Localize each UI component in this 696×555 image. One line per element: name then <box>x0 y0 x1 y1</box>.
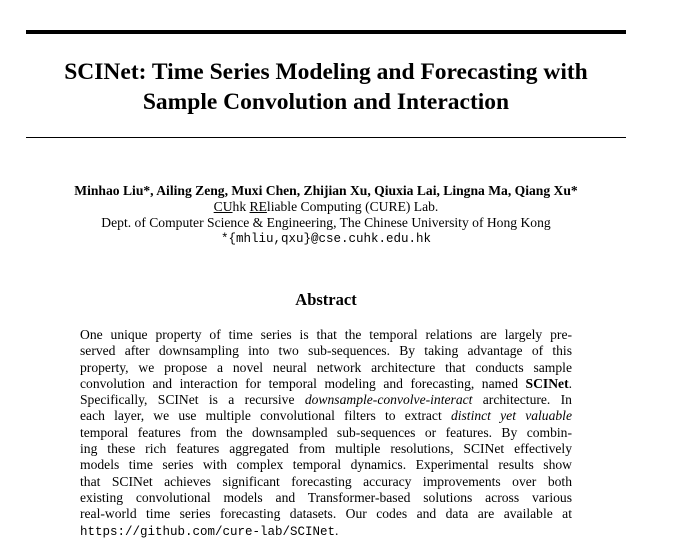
author-names: Minhao Liu*, Ailing Zeng, Muxi Chen, Zhijian Xu, Qiuxia Lai, Lingna Ma, Qiang Xu* <box>74 183 578 198</box>
architecture-term: downsample-convolve-interact <box>304 392 473 408</box>
abstract-line: existing convolutional models and Transformer-based solutions across various <box>80 489 572 505</box>
title-line-2: Sample Convolution and Interaction <box>142 89 510 115</box>
abstract-text: Specifically, SCINet is a recursive <box>80 392 305 408</box>
abstract-line <box>80 376 572 392</box>
abstract-line: that SCINet achieves significant forecasting accuracy improvements over both <box>80 473 572 489</box>
abstract-text: . <box>568 375 572 391</box>
abstract-text: architecture. In <box>472 392 572 408</box>
abstract-line: temporal features from the downsampled sub-sequences or features. By combin- <box>80 424 572 440</box>
abstract-line <box>80 408 572 424</box>
department: Dept. of Computer Science & Engineering, The Chinese University of Hong Kong <box>101 215 551 230</box>
emphasis-text: distinct yet valuable <box>450 408 572 424</box>
abstract-text: convolution and interaction for temporal modeling and forecasting, named <box>80 375 526 391</box>
author-block <box>0 183 652 247</box>
title-line-1: SCINet: Time Series Modeling and Forecasting with <box>64 59 588 85</box>
lab-rest: liable Computing (CURE) Lab. <box>266 199 439 214</box>
top-rule <box>26 30 626 34</box>
lab-cu: CU <box>213 199 233 214</box>
abstract-line: One unique property of time series is that the temporal relations are largely pre- <box>80 327 572 342</box>
code-link[interactable]: https://github.com/cure-lab/SCINet <box>80 524 336 539</box>
abstract-line: models time series with complex temporal dynamics. Experimental results show <box>80 457 572 473</box>
paper-title <box>26 57 626 117</box>
abstract-line: ing these rich features aggregated from multiple resolutions, SCINet effectively <box>80 441 572 457</box>
abstract-line: property, we propose a novel neural network architecture that conducts sample <box>80 359 572 375</box>
abstract-line <box>80 523 572 540</box>
author-email: *{mhliu,qxu}@cse.cuhk.edu.hk <box>220 232 432 246</box>
lab-re: RE <box>249 199 267 214</box>
bottom-rule <box>26 137 626 138</box>
abstract-text: . <box>335 522 339 538</box>
abstract-body <box>80 327 572 540</box>
abstract-line <box>80 392 572 408</box>
abstract-line: served after downsampling into two sub-sequences. By taking advantage of this <box>80 343 572 359</box>
lab-hk: hk <box>232 199 250 214</box>
abstract-text: each layer, we use multiple convolutional filters to extract <box>80 408 451 424</box>
abstract-heading: Abstract <box>295 290 357 309</box>
model-name: SCINet <box>525 375 569 391</box>
lab-name <box>0 199 652 215</box>
abstract-line: real-world time series forecasting datasets. Our codes and data are available at <box>80 506 572 522</box>
